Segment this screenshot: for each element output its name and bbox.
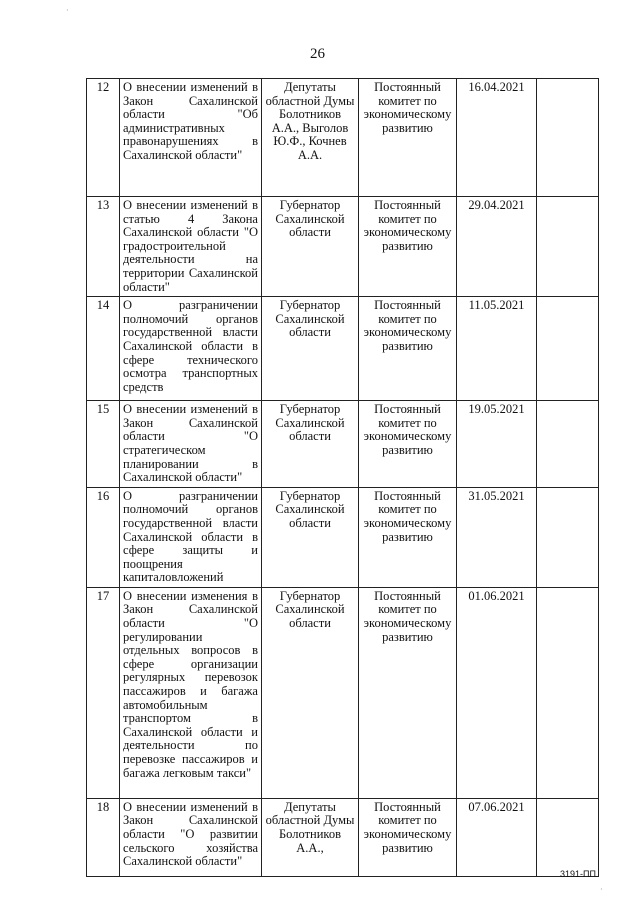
table-row	[87, 487, 599, 587]
submission-date: 31.05.2021	[457, 487, 537, 587]
bill-author: Губернатор Сахалинской области	[262, 587, 359, 798]
row-number: 15	[87, 401, 120, 488]
row-number: 12	[87, 79, 120, 197]
row-number: 18	[87, 798, 120, 876]
table-row	[87, 297, 599, 401]
bill-title: О разграничении полномочий органов государственной власти Сахалинской области в сфере защиты и поощрения капиталовложений	[120, 487, 262, 587]
submission-date: 11.05.2021	[457, 297, 537, 401]
bill-title: О внесении изменений в Закон Сахалинской области "О развитии сельского хозяйства Сахалинской области"	[120, 798, 262, 876]
table-row	[87, 401, 599, 488]
submission-date: 07.06.2021	[457, 798, 537, 876]
row-number: 16	[87, 487, 120, 587]
page-number: 26	[310, 46, 325, 62]
bills-table	[86, 78, 599, 877]
row-number: 17	[87, 587, 120, 798]
table-row	[87, 798, 599, 876]
bill-author: Губернатор Сахалинской области	[262, 197, 359, 297]
submission-date: 29.04.2021	[457, 197, 537, 297]
bill-author: Губернатор Сахалинской области	[262, 487, 359, 587]
bill-author: Губернатор Сахалинской области	[262, 297, 359, 401]
scan-speck: ·	[600, 885, 603, 894]
bill-title: О внесении изменений в статью 4 Закона Сахалинской области "О градостроительной деятельности на территории Сахалинской области"	[120, 197, 262, 297]
empty-cell	[537, 197, 599, 297]
responsible-committee: Постоянный комитет по экономическому развитию	[359, 587, 457, 798]
responsible-committee: Постоянный комитет по экономическому развитию	[359, 79, 457, 197]
responsible-committee: Постоянный комитет по экономическому развитию	[359, 487, 457, 587]
empty-cell	[537, 401, 599, 488]
submission-date: 16.04.2021	[457, 79, 537, 197]
scan-speck: ·	[66, 6, 69, 15]
bill-author: Депутаты областной Думы Болотников А.А., Выголов Ю.Ф., Кочнев А.А.	[262, 79, 359, 197]
row-number: 13	[87, 197, 120, 297]
responsible-committee: Постоянный комитет по экономическому развитию	[359, 401, 457, 488]
table-row	[87, 79, 599, 197]
responsible-committee: Постоянный комитет по экономическому развитию	[359, 798, 457, 876]
responsible-committee: Постоянный комитет по экономическому развитию	[359, 197, 457, 297]
submission-date: 19.05.2021	[457, 401, 537, 488]
bill-author: Депутаты областной Думы Болотников А.А.,	[262, 798, 359, 876]
empty-cell	[537, 798, 599, 876]
submission-date: 01.06.2021	[457, 587, 537, 798]
footer-code: 3191-ПП	[560, 869, 596, 879]
bill-title: О разграничении полномочий органов государственной власти Сахалинской области в сфере технического осмотра транспортных средств	[120, 297, 262, 401]
bill-title: О внесении изменения в Закон Сахалинской области "О регулировании отдельных вопросов в сфере организации регулярных перевозок пассажиров и багажа автомобильным транспортом в Сахалинской области и деятельности по перевозке пассажиров и багажа легковым такси"	[120, 587, 262, 798]
responsible-committee: Постоянный комитет по экономическому развитию	[359, 297, 457, 401]
empty-cell	[537, 297, 599, 401]
table-row	[87, 587, 599, 798]
empty-cell	[537, 487, 599, 587]
row-number: 14	[87, 297, 120, 401]
empty-cell	[537, 587, 599, 798]
empty-cell	[537, 79, 599, 197]
bill-author: Губернатор Сахалинской области	[262, 401, 359, 488]
bill-title: О внесении изменений в Закон Сахалинской области "Об административных правонарушениях в Сахалинской области"	[120, 79, 262, 197]
bill-title: О внесении изменений в Закон Сахалинской области "О стратегическом планировании в Сахалинской области"	[120, 401, 262, 488]
table-row	[87, 197, 599, 297]
